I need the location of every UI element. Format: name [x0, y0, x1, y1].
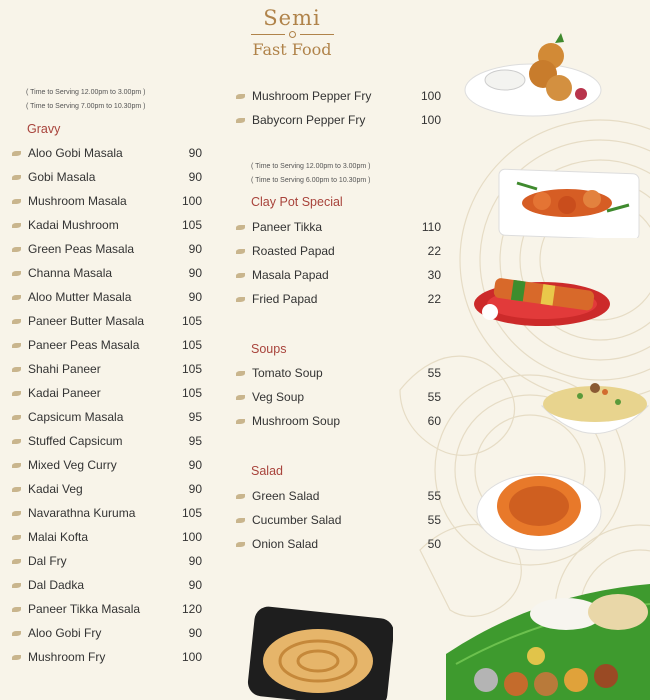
menu-item-name: Green Salad — [252, 489, 320, 503]
leaf-bullet-icon — [12, 223, 21, 228]
leaf-bullet-icon — [12, 295, 21, 300]
menu-item — [12, 527, 202, 547]
menu-item — [12, 335, 202, 355]
menu-item-price: 30 — [427, 268, 441, 282]
brand-logo — [232, 6, 352, 59]
menu-item-name: Mushroom Soup — [252, 414, 341, 428]
menu-item — [236, 387, 441, 407]
menu-item — [236, 265, 441, 285]
menu-item-name: Gobi Masala — [28, 170, 96, 184]
menu-item-price: 90 — [188, 242, 202, 256]
paneer-tikka-plate-image — [497, 163, 642, 238]
menu-item-price: 60 — [427, 414, 441, 428]
menu-item — [12, 455, 202, 475]
menu-item — [12, 167, 202, 187]
leaf-bullet-icon — [12, 367, 21, 372]
menu-item-name: Fried Papad — [252, 292, 318, 306]
menu-item — [236, 363, 441, 383]
menu-item — [12, 191, 202, 211]
leaf-bullet-icon — [12, 319, 21, 324]
leaf-bullet-icon — [236, 118, 245, 123]
menu-item-price: 90 — [188, 578, 202, 592]
section-title-salad: Salad — [251, 464, 283, 478]
menu-item — [236, 110, 441, 130]
menu-item — [12, 599, 202, 619]
menu-item-name: Onion Salad — [252, 537, 319, 551]
leaf-bullet-icon — [236, 225, 245, 230]
menu-item — [236, 510, 441, 530]
rice-bowl-image — [540, 366, 650, 446]
menu-item-name: Green Peas Masala — [28, 242, 135, 256]
leaf-bullet-icon — [236, 371, 245, 376]
timing-note: ( Time to Serving 12.00pm to 3.00pm ) — [251, 163, 371, 170]
leaf-bullet-icon — [12, 415, 21, 420]
menu-item — [236, 534, 441, 554]
menu-item — [236, 86, 441, 106]
leaf-bullet-icon — [12, 343, 21, 348]
menu-item-price: 90 — [188, 146, 202, 160]
menu-item-price: 105 — [181, 506, 202, 520]
menu-item-price: 90 — [188, 626, 202, 640]
menu-item — [236, 217, 441, 237]
menu-item-name: Mushroom Pepper Fry — [252, 89, 372, 103]
leaf-bullet-icon — [12, 247, 21, 252]
menu-item — [12, 647, 202, 667]
menu-item-name: Malai Kofta — [28, 530, 89, 544]
menu-item-name: Mixed Veg Curry — [28, 458, 117, 472]
menu-item-price: 100 — [420, 89, 441, 103]
menu-item-name: Channa Masala — [28, 266, 113, 280]
menu-item-price: 105 — [181, 314, 202, 328]
timing-note: ( Time to Serving 7.00pm to 10.30pm ) — [26, 103, 146, 110]
menu-item-name: Veg Soup — [252, 390, 305, 404]
leaf-bullet-icon — [236, 395, 245, 400]
menu-item-name: Kadai Mushroom — [28, 218, 119, 232]
menu-item — [236, 411, 441, 431]
menu-item-name: Paneer Butter Masala — [28, 314, 145, 328]
leaf-bullet-icon — [12, 175, 21, 180]
brand-name: Semi — [263, 6, 321, 30]
menu-item-price: 55 — [427, 390, 441, 404]
menu-item-name: Stuffed Capsicum — [28, 434, 123, 448]
menu-item-price: 105 — [181, 338, 202, 352]
menu-item — [236, 289, 441, 309]
menu-item-name: Mushroom Masala — [28, 194, 127, 208]
leaf-bullet-icon — [12, 535, 21, 540]
menu-item-price: 90 — [188, 266, 202, 280]
menu-item-price: 110 — [421, 220, 441, 234]
leaf-bullet-icon — [236, 273, 245, 278]
leaf-bullet-icon — [12, 487, 21, 492]
leaf-bullet-icon — [236, 297, 245, 302]
menu-item-name: Navarathna Kuruma — [28, 506, 136, 520]
menu-item-price: 22 — [427, 292, 441, 306]
menu-item-name: Dal Dadka — [28, 578, 85, 592]
leaf-bullet-icon — [12, 463, 21, 468]
menu-item-price: 105 — [181, 362, 202, 376]
menu-item-price: 105 — [181, 386, 202, 400]
menu-item — [236, 241, 441, 261]
leaf-bullet-icon — [236, 419, 245, 424]
section-title-soups: Soups — [251, 342, 287, 356]
menu-item-price: 90 — [188, 482, 202, 496]
menu-item-price: 100 — [420, 113, 441, 127]
menu-item — [12, 623, 202, 643]
menu-item — [12, 239, 202, 259]
menu-item-name: Capsicum Masala — [28, 410, 124, 424]
menu-item-price: 120 — [181, 602, 202, 616]
leaf-bullet-icon — [236, 542, 245, 547]
banana-leaf-meal-image — [446, 584, 650, 700]
menu-item-name: Babycorn Pepper Fry — [252, 113, 366, 127]
menu-item-name: Tomato Soup — [252, 366, 323, 380]
menu-item-price: 95 — [188, 434, 202, 448]
menu-item — [12, 215, 202, 235]
brand-tagline: Fast Food — [252, 40, 332, 59]
menu-item — [12, 359, 202, 379]
menu-item-price: 105 — [181, 218, 202, 232]
menu-item-price: 55 — [427, 513, 441, 527]
menu-item — [12, 263, 202, 283]
leaf-bullet-icon — [12, 151, 21, 156]
menu-item-price: 55 — [427, 366, 441, 380]
menu-item — [12, 407, 202, 427]
menu-item — [12, 431, 202, 451]
menu-item-name: Dal Fry — [28, 554, 67, 568]
menu-item-name: Masala Papad — [252, 268, 329, 282]
parotta-plate-image — [243, 606, 393, 700]
menu-item-name: Shahi Paneer — [28, 362, 101, 376]
menu-item-name: Paneer Peas Masala — [28, 338, 140, 352]
menu-item — [12, 143, 202, 163]
leaf-bullet-icon — [236, 494, 245, 499]
leaf-bullet-icon — [12, 607, 21, 612]
brand-divider — [232, 31, 352, 38]
menu-item-name: Roasted Papad — [252, 244, 335, 258]
menu-item-price: 100 — [181, 650, 202, 664]
menu-item — [12, 383, 202, 403]
leaf-bullet-icon — [236, 94, 245, 99]
menu-item-price: 100 — [181, 194, 202, 208]
menu-item-price: 55 — [427, 489, 441, 503]
menu-item-price: 100 — [181, 530, 202, 544]
menu-item — [12, 551, 202, 571]
leaf-bullet-icon — [12, 583, 21, 588]
menu-item-name: Aloo Mutter Masala — [28, 290, 132, 304]
leaf-bullet-icon — [12, 391, 21, 396]
menu-item-name: Paneer Tikka — [252, 220, 323, 234]
menu-item — [12, 311, 202, 331]
menu-item-price: 50 — [427, 537, 441, 551]
vada-plate-image — [463, 28, 603, 123]
menu-item-price: 95 — [188, 410, 202, 424]
menu-item — [12, 287, 202, 307]
leaf-bullet-icon — [12, 631, 21, 636]
menu-item-name: Aloo Gobi Masala — [28, 146, 123, 160]
leaf-bullet-icon — [236, 249, 245, 254]
menu-item-name: Aloo Gobi Fry — [28, 626, 102, 640]
menu-item-price: 90 — [188, 290, 202, 304]
skewer-plate-image — [472, 272, 612, 330]
menu-item-price: 90 — [188, 554, 202, 568]
leaf-bullet-icon — [12, 439, 21, 444]
menu-item-name: Paneer Tikka Masala — [28, 602, 141, 616]
menu-item — [236, 486, 441, 506]
section-title-gravy: Gravy — [27, 122, 61, 136]
leaf-bullet-icon — [12, 199, 21, 204]
timing-note: ( Time to Serving 6.00pm to 10.30pm ) — [251, 177, 371, 184]
menu-item-name: Kadai Veg — [28, 482, 83, 496]
menu-item — [12, 479, 202, 499]
leaf-bullet-icon — [236, 518, 245, 523]
menu-item-name: Cucumber Salad — [252, 513, 342, 527]
section-title-clay-pot: Clay Pot Special — [251, 195, 343, 209]
leaf-bullet-icon — [12, 511, 21, 516]
menu-item-price: 90 — [188, 458, 202, 472]
menu-item-name: Kadai Paneer — [28, 386, 101, 400]
menu-item-price: 22 — [427, 244, 441, 258]
leaf-bullet-icon — [12, 655, 21, 660]
menu-item — [12, 503, 202, 523]
menu-item — [12, 575, 202, 595]
menu-item-price: 90 — [188, 170, 202, 184]
timing-note: ( Time to Serving 12.00pm to 3.00pm ) — [26, 89, 146, 96]
menu-item-name: Mushroom Fry — [28, 650, 106, 664]
dosa-plate-image — [474, 466, 604, 552]
leaf-bullet-icon — [12, 271, 21, 276]
leaf-bullet-icon — [12, 559, 21, 564]
